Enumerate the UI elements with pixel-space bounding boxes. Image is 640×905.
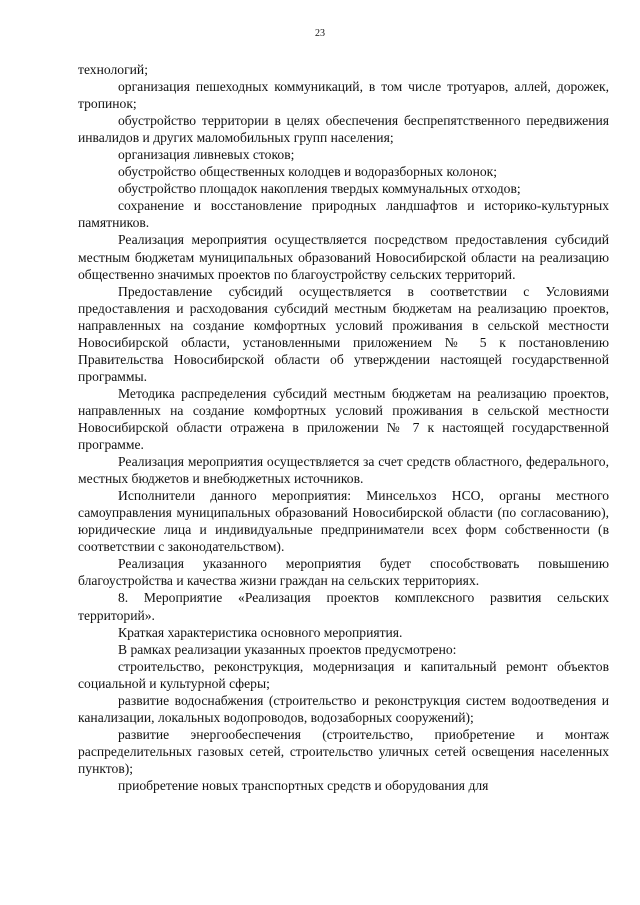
paragraph-12: Исполнители данного мероприятия: Минсельхоз НСО, органы местного самоуправления муниципальных образований Новосибирской области (по согласованию), юридические лица и индивидуальные предприниматели всех форм собственности (в соответствии с законодательством). — [78, 488, 609, 555]
document-body — [78, 61, 609, 794]
paragraph-17: строительство, реконструкция, модернизация и капитальный ремонт объектов социальной и культурной сферы; — [78, 658, 609, 691]
paragraph-18: развитие водоснабжения (строительство и реконструкция систем водоотведения и канализации, локальных водопроводов, водозаборных сооружений); — [78, 692, 609, 725]
paragraph-15: Краткая характеристика основного мероприятия. — [118, 624, 403, 640]
paragraph-7: сохранение и восстановление природных ландшафтов и историко-культурных памятников. — [78, 198, 609, 231]
paragraph-19: развитие энергообеспечения (строительство, приобретение и монтаж распределительных газовых сетей, строительство уличных сетей освещения населенных пунктов); — [78, 726, 609, 776]
paragraph-20: приобретение новых транспортных средств и оборудования для — [118, 777, 489, 793]
paragraph-2: организация пешеходных коммуникаций, в том числе тротуаров, аллей, дорожек, тропинок; — [78, 79, 609, 112]
paragraph-5: обустройство общественных колодцев и водоразборных колонок; — [118, 164, 498, 180]
paragraph-1: технологий; — [78, 62, 148, 77]
paragraph-8: Реализация мероприятия осуществляется посредством предоставления субсидий местным бюджетам муниципальных образований Новосибирской области на реализацию общественно значимых проектов по благоустройству сельских территорий. — [78, 232, 609, 282]
paragraph-3: обустройство территории в целях обеспечения беспрепятственного передвижения инвалидов и других маломобильных групп населения; — [78, 113, 609, 146]
paragraph-11: Реализация мероприятия осуществляется за счет средств областного, федерального, местных бюджетов и внебюджетных источников. — [78, 454, 609, 487]
page-number: 23 — [315, 28, 325, 39]
section-heading: 8. Мероприятие «Реализация проектов комплексного развития сельских территорий». — [78, 590, 609, 623]
paragraph-9: Предоставление субсидий осуществляется в соответствии с Условиями предоставления и расходования субсидий местным бюджетам на реализацию проектов, направленных на создание комфортных условий проживания в сельской местности Новосибирской области, установленными приложением № 5 к постановлению Правительства Новосибирской области об утверждении настоящей государственной программы. — [78, 283, 609, 384]
paragraph-6: обустройство площадок накопления твердых коммунальных отходов; — [118, 181, 521, 197]
paragraph-13: Реализация указанного мероприятия будет способствовать повышению благоустройства и качества жизни граждан на сельских территориях. — [78, 556, 609, 589]
paragraph-4: организация ливневых стоков; — [118, 147, 295, 163]
paragraph-16: В рамках реализации указанных проектов предусмотрено: — [118, 641, 457, 657]
paragraph-10: Методика распределения субсидий местным бюджетам на реализацию проектов, направленных на создание комфортных условий проживания в сельской местности Новосибирской области отражена в приложении № 7 к настоящей государственной программе. — [78, 385, 609, 453]
